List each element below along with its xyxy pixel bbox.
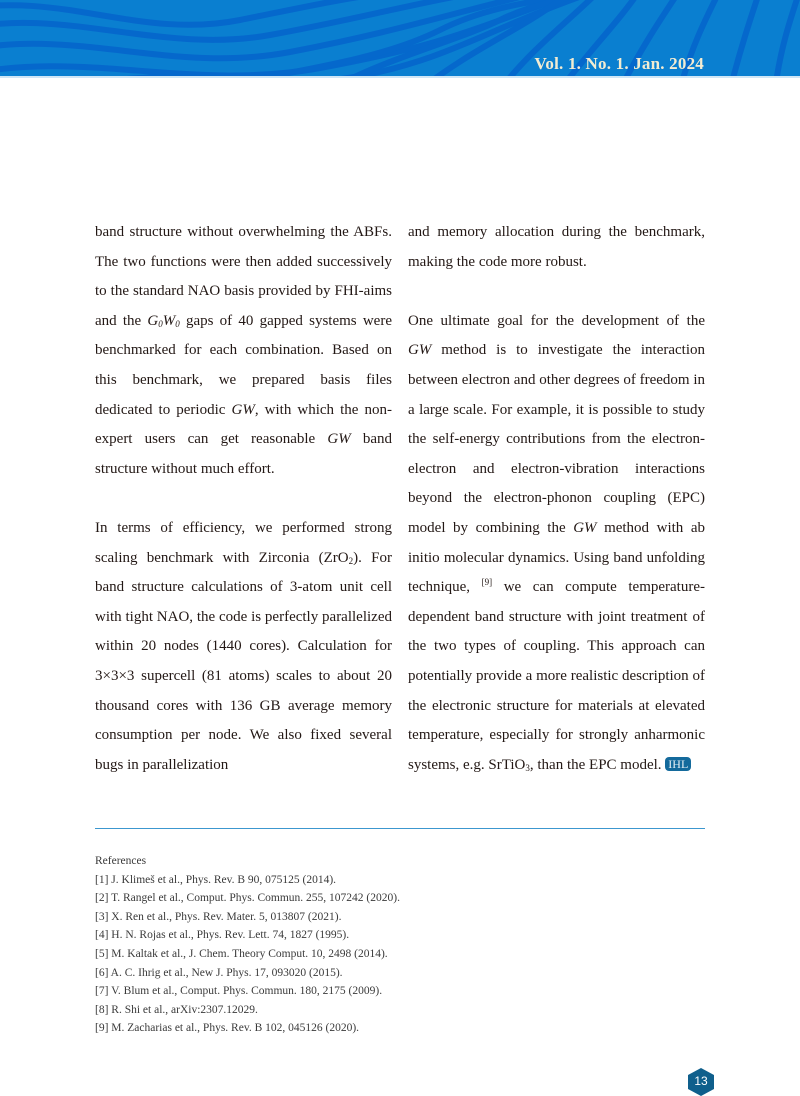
math-gw: GW xyxy=(327,431,351,448)
issue-label: Vol. 1. No. 1. Jan. 2024 xyxy=(534,54,704,73)
author-badge: IHL xyxy=(665,757,691,771)
text-run: , with which the non-expert users can get reasonable xyxy=(95,401,393,448)
references-title: References xyxy=(95,855,147,867)
subscript: 0 xyxy=(175,318,180,329)
paragraph xyxy=(95,218,392,484)
reference-item: [9] M. Zacharias et al., Phys. Rev. B 102, 045126 (2020). xyxy=(95,1022,360,1035)
subscript: 0 xyxy=(158,318,163,329)
right-column xyxy=(408,218,705,780)
text-run: ). For band structure calculations of 3-atom unit cell with tight NAO, the code is perfectly parallelized within 20 nodes (1440 cores). Calculation for 3×3×3 supercell (81 atoms) scales to about 20 thousand cores with 136 GB average memory consumption per node. We also fixed several bugs in parallelization xyxy=(95,549,392,773)
banner-edge xyxy=(0,76,800,78)
math-symbol: G xyxy=(147,312,159,329)
left-column xyxy=(95,218,392,780)
section-divider xyxy=(95,828,705,829)
text-run: gaps of 40 gapped systems were benchmarked for each combination. Based on this benchmark, we prepared basis files dedicated to periodic xyxy=(95,312,392,418)
reference-item: [4] H. N. Rojas et al., Phys. Rev. Lett. 74, 1827 (1995). xyxy=(95,929,350,942)
math-gw: GW xyxy=(408,342,432,359)
reference-item: [2] T. Rangel et al., Comput. Phys. Commun. 255, 107242 (2020). xyxy=(95,892,400,905)
text-run: method is to investigate the interaction between electron and other degrees of freedom in a large scale. For example, it is possible to study the self-energy contributions from the electron-electron and electron-vibration interactions beyond the electron-phonon coupling (EPC) model by combining the xyxy=(408,342,705,536)
reference-item: [7] V. Blum et al., Comput. Phys. Commun. 180, 2175 (2009). xyxy=(95,985,383,998)
reference-item: [8] R. Shi et al., arXiv:2307.12029. xyxy=(95,1003,258,1016)
reference-item: [3] X. Ren et al., Phys. Rev. Mater. 5, 013807 (2021). xyxy=(95,910,342,923)
references-list xyxy=(95,852,400,1038)
text-run: , than the EPC model. xyxy=(529,756,666,773)
reference-item: [5] M. Kaltak et al., J. Chem. Theory Comput. 10, 2498 (2014). xyxy=(95,947,388,960)
header-banner xyxy=(0,0,800,76)
math-gw: GW xyxy=(573,519,597,536)
subscript: 3 xyxy=(525,762,530,773)
page-number-badge xyxy=(688,1068,714,1096)
paragraph xyxy=(95,514,392,780)
math-g0 xyxy=(147,313,179,329)
text-run: band structure without overwhelming the ABFs. The two functions were then added successively to the standard NAO basis provided by FHI-aims and the xyxy=(95,224,392,329)
text-run: One ultimate goal for the development of the xyxy=(408,312,705,329)
paragraph: and memory allocation during the benchmark, making the code more robust. xyxy=(408,224,705,270)
text-run: method with ab initio molecular dynamics. Using band unfolding technique, xyxy=(408,519,705,596)
reference-item: [1] J. Klimeš et al., Phys. Rev. B 90, 075125 (2014). xyxy=(95,873,337,886)
reference-item: [6] A. C. Ihrig et al., New J. Phys. 17, 093020 (2015). xyxy=(95,966,343,979)
citation-link[interactable]: [9] xyxy=(481,577,493,588)
math-symbol: W xyxy=(162,312,176,329)
text-run: band structure without much effort. xyxy=(95,431,392,477)
paragraph xyxy=(408,307,705,781)
math-gw: GW xyxy=(231,401,255,418)
text-run: we can compute temperature-dependent band structure with joint treatment of the two types of coupling. This approach can potentially provide a more realistic description of the electronic structure for materials at elevated temperature, especially for strongly anharmonic systems, e.g. SrTiO xyxy=(408,579,706,773)
subscript: 2 xyxy=(348,555,354,566)
page-number: 13 xyxy=(694,1074,708,1088)
text-run: In terms of efficiency, we performed strong scaling benchmark with Zirconia (ZrO xyxy=(95,519,392,566)
